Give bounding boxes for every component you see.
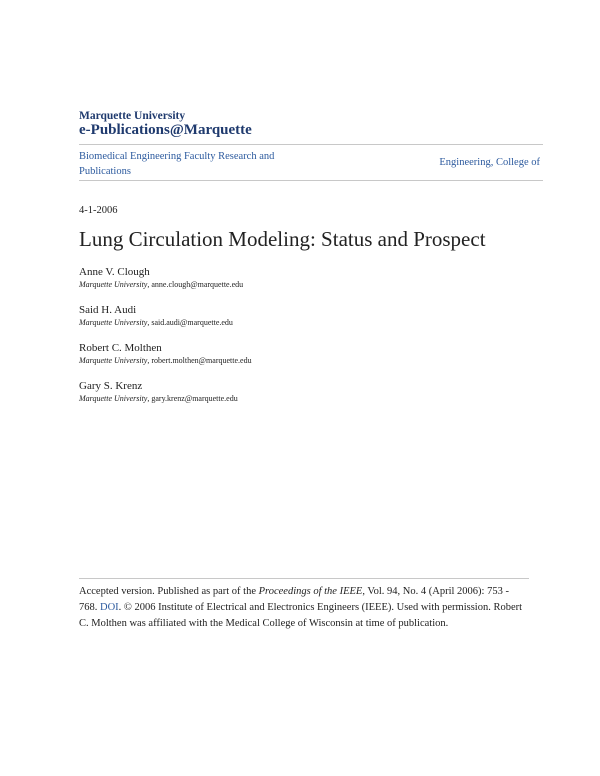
author-affiliation-line: Marquette University, anne.clough@marquette.edu	[79, 280, 244, 289]
author-block	[79, 341, 252, 366]
publication-date: 4-1-2006	[79, 205, 118, 216]
author-name: Said H. Audi	[79, 304, 137, 316]
author-block	[79, 303, 233, 328]
header-divider-top	[79, 144, 543, 145]
author-email[interactable]: anne.clough@marquette.edu	[151, 280, 244, 289]
author-affiliation: Marquette University	[79, 280, 148, 289]
citation-part: . © 2006 Institute of Electrical and Electronics Engineers (IEEE). Used with permission. Robert C. Molthen was affiliated with the Medical College of Wisconsin at time of publication.	[79, 602, 523, 629]
author-block	[79, 265, 243, 290]
author-name: Anne V. Clough	[79, 266, 150, 278]
citation-part: Accepted version. Published as part of the	[79, 586, 259, 597]
author-email[interactable]: robert.molthen@marquette.edu	[151, 356, 252, 365]
author-affiliation: Marquette University	[79, 394, 148, 403]
author-affiliation-line: Marquette University, gary.krenz@marquette.edu	[79, 394, 238, 403]
citation-text	[79, 584, 529, 632]
repository-link[interactable]: e-Publications@Marquette	[79, 122, 252, 138]
doi-link[interactable]: DOI	[100, 602, 119, 613]
author-affiliation: Marquette University	[79, 356, 148, 365]
college-link[interactable]: Engineering, College of	[439, 157, 540, 168]
author-block	[79, 379, 238, 404]
author-email[interactable]: gary.krenz@marquette.edu	[151, 394, 238, 403]
author-affiliation-line: Marquette University, robert.molthen@marquette.edu	[79, 356, 252, 365]
journal-name: Proceedings of the IEEE	[258, 586, 363, 597]
author-affiliation: Marquette University	[79, 318, 148, 327]
author-name: Robert C. Molthen	[79, 342, 162, 354]
author-email[interactable]: said.audi@marquette.edu	[151, 318, 233, 327]
header-divider-bottom	[79, 180, 543, 181]
author-affiliation-line: Marquette University, said.audi@marquette.edu	[79, 318, 233, 327]
citation-part: , Vol. 94, No. 4 (April 2006): 753 - 768.	[79, 586, 509, 613]
series-link[interactable]: Biomedical Engineering Faculty Research and Publications	[79, 151, 275, 177]
author-name: Gary S. Krenz	[79, 380, 143, 392]
citation-divider	[79, 578, 529, 579]
institution-name: Marquette University	[79, 110, 186, 122]
article-title: Lung Circulation Modeling: Status and Prospect	[79, 227, 486, 251]
